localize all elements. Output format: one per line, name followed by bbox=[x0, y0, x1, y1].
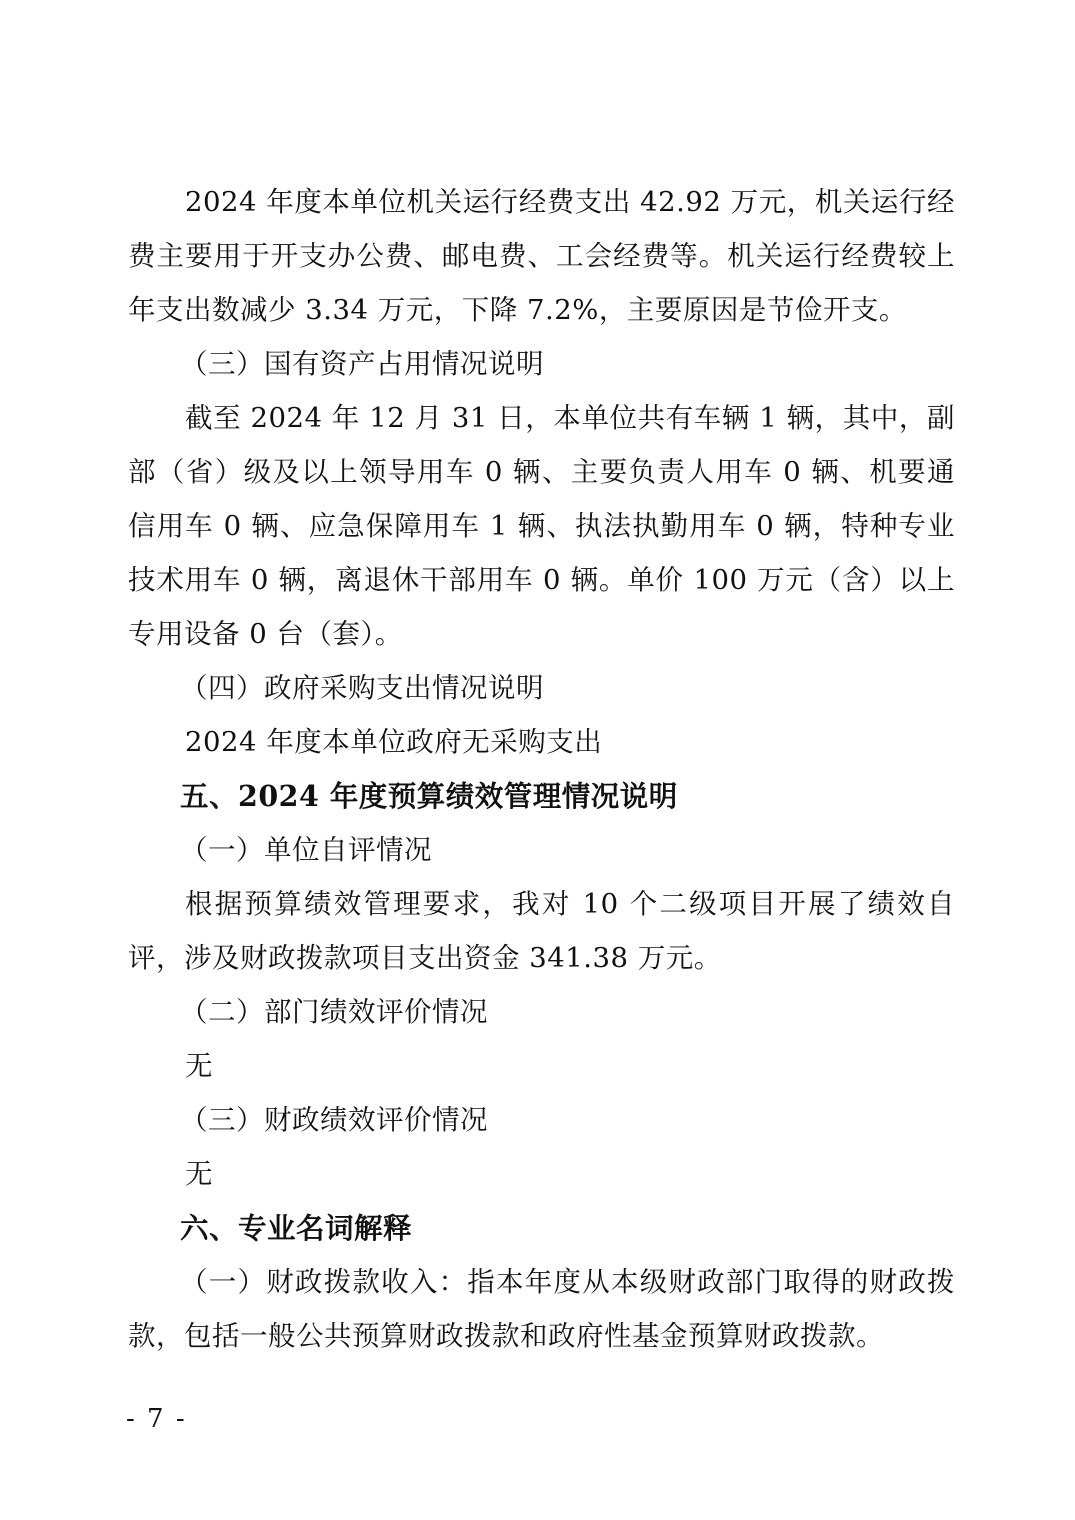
paragraph-five-3-body: 无 bbox=[185, 1158, 213, 1190]
paragraph-operating-expenses: 2024 年度本单位机关运行经费支出 42.92 万元，机关运行经费主要用于开支办公费、邮电费、工会经费等。机关运行经费较上年支出数减少 3.34 万元，下降 7.2%，主要原因是节俭开支。 bbox=[128, 186, 955, 326]
paragraph-five-2-body: 无 bbox=[185, 1050, 213, 1082]
heading-section-3: （三）国有资产占用情况说明 bbox=[180, 348, 544, 380]
paragraph-state-assets: 截至 2024 年 12 月 31 日，本单位共有车辆 1 辆，其中，副部（省）级及以上领导用车 0 辆、主要负责人用车 0 辆、机要通信用车 0 辆、应急保障用车 1 辆、执法执勤用车 0 辆，特种专业技术用车 0 辆，离退休干部用车 0 辆。单价 100 万元（含）以上专用设备 0 台（套）。 bbox=[128, 402, 955, 650]
paragraph-procurement: 2024 年度本单位政府无采购支出 bbox=[185, 726, 603, 758]
heading-section-six: 六、专业名词解释 bbox=[180, 1211, 413, 1245]
paragraph-six-1-body: （一）财政拨款收入：指本年度从本级财政部门取得的财政拨款，包括一般公共预算财政拨款和政府性基金预算财政拨款。 bbox=[128, 1266, 955, 1352]
heading-section-five: 五、2024 年度预算绩效管理情况说明 bbox=[180, 779, 678, 813]
paragraph-five-1-body: 根据预算绩效管理要求，我对 10 个二级项目开展了绩效自评，涉及财政拨款项目支出资金 341.38 万元。 bbox=[128, 888, 955, 974]
page-number-footer: - 7 - bbox=[126, 1404, 187, 1434]
heading-section-4: （四）政府采购支出情况说明 bbox=[180, 672, 544, 704]
heading-five-1: （一）单位自评情况 bbox=[180, 834, 432, 866]
heading-five-2: （二）部门绩效评价情况 bbox=[180, 996, 488, 1028]
heading-five-3: （三）财政绩效评价情况 bbox=[180, 1104, 488, 1136]
